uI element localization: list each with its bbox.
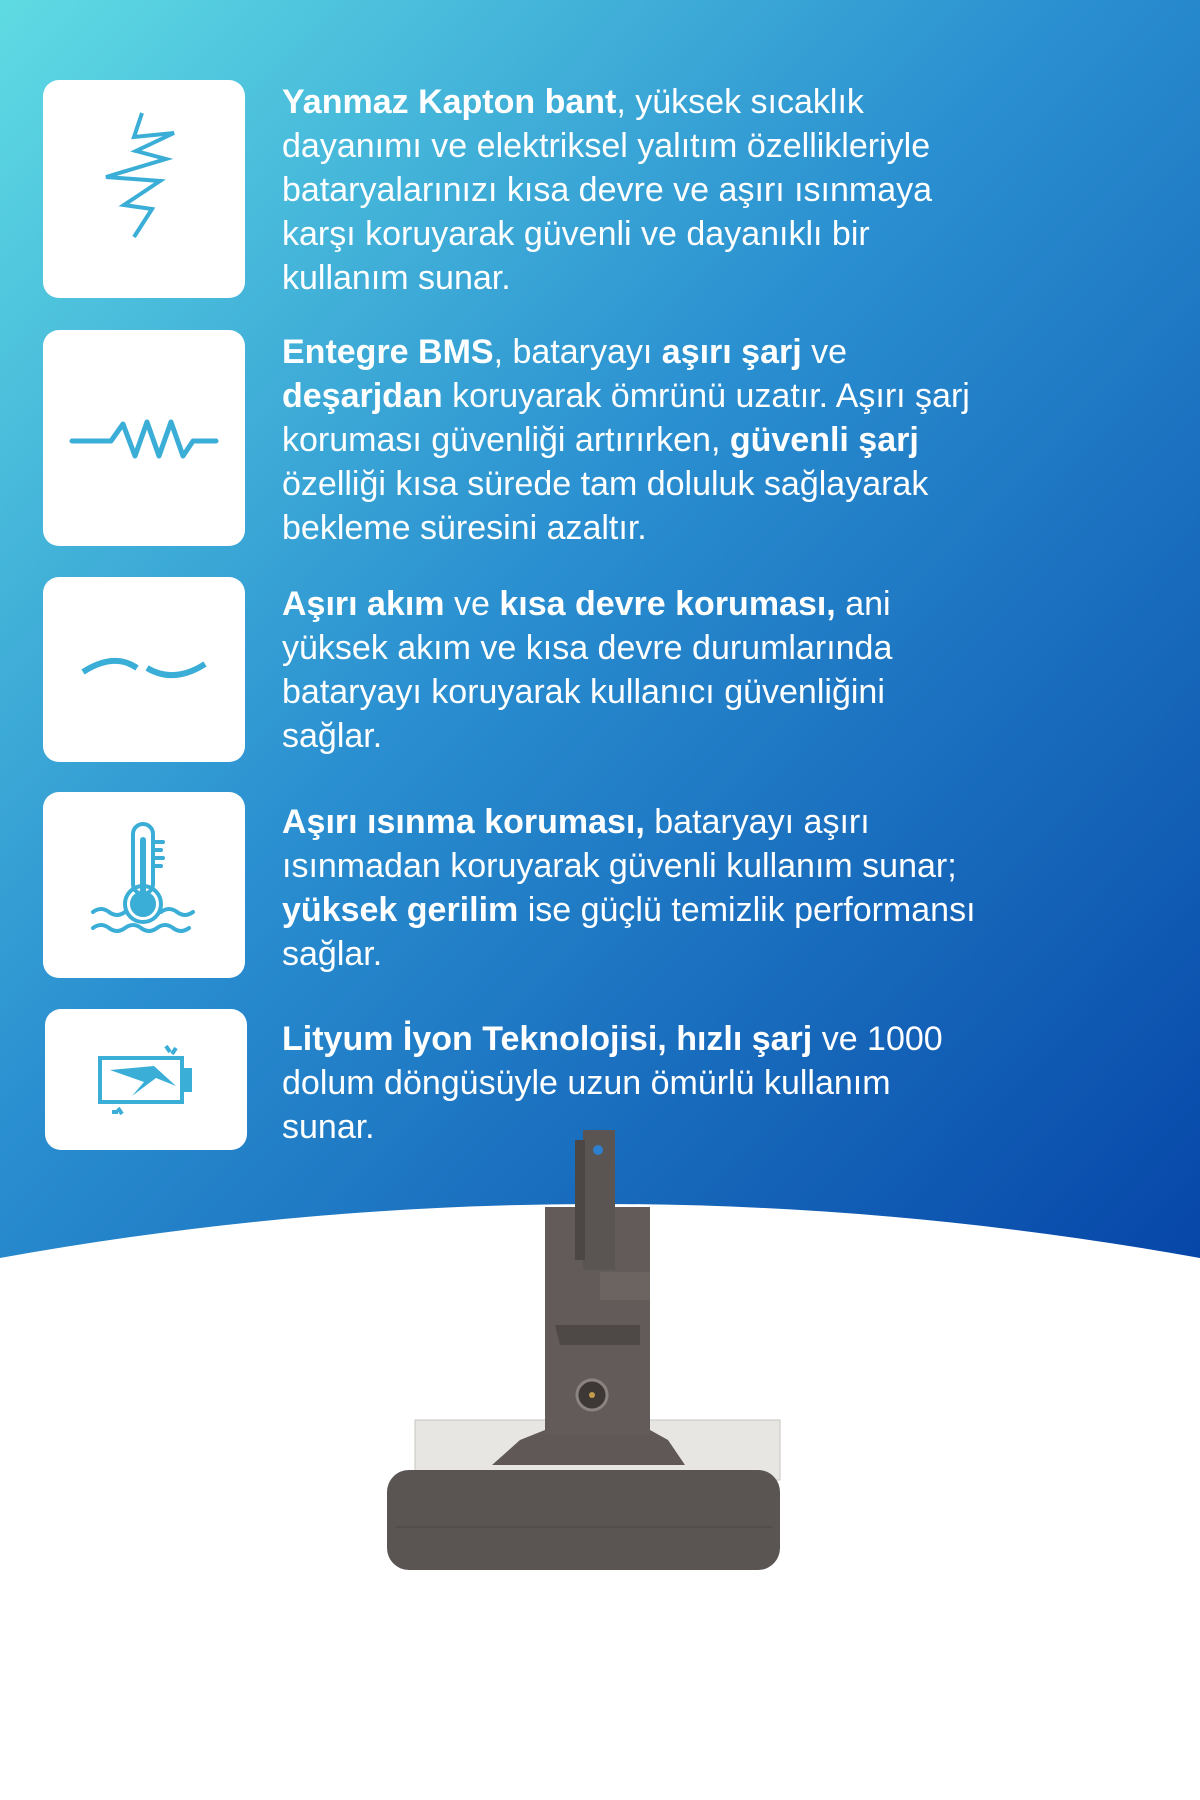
bold-text: Aşırı akım bbox=[282, 585, 445, 623]
bold-text: deşarjdan bbox=[282, 377, 443, 415]
text-segment: dolum döngüsüyle uzun ömürlü kullanım bbox=[282, 1064, 891, 1102]
text-segment: koruması güvenliği artırırken, bbox=[282, 421, 730, 459]
text-segment: ve bbox=[444, 585, 500, 623]
text-segment: ise güçlü temizlik performansı bbox=[518, 891, 976, 929]
text-segment: karşı koruyarak güvenli ve dayanıklı bir bbox=[282, 215, 870, 253]
text-segment: ani bbox=[835, 585, 891, 623]
bold-text: güvenli şarj bbox=[729, 421, 919, 459]
text-segment: koruyarak ömrünü uzatır. Aşırı şarj bbox=[442, 377, 970, 415]
text-segment: sağlar. bbox=[282, 935, 383, 973]
bold-text: Entegre BMS bbox=[282, 333, 494, 371]
text-segment: ve 1000 bbox=[812, 1020, 943, 1058]
bold-text: kısa devre koruması, bbox=[499, 585, 836, 623]
text-segment: , bataryayı bbox=[493, 333, 662, 371]
text-segment: bataryayı aşırı bbox=[644, 803, 870, 841]
text-segment: özelliği kısa sürede tam doluluk sağlayarak bbox=[282, 465, 929, 503]
text-segment: ve bbox=[801, 333, 848, 371]
bold-text: aşırı şarj bbox=[661, 333, 802, 371]
bold-text: yüksek gerilim bbox=[282, 891, 519, 929]
text-segment: yüksek akım ve kısa devre durumlarında bbox=[282, 629, 893, 667]
text-segment: sağlar. bbox=[282, 717, 383, 755]
text-segment: kullanım sunar. bbox=[282, 259, 511, 297]
text-segment: sunar. bbox=[282, 1108, 375, 1146]
bold-text: Lityum İyon Teknolojisi, hızlı şarj bbox=[282, 1020, 813, 1058]
text-segment: ısınmadan koruyarak güvenli kullanım sunar; bbox=[282, 847, 957, 885]
bold-text: Yanmaz Kapton bant bbox=[282, 83, 617, 121]
text-segment: bataryalarınızı kısa devre ve aşırı ısınmaya bbox=[282, 171, 933, 209]
text-segment: dayanımı ve elektriksel yalıtım özellikleriyle bbox=[282, 127, 931, 165]
text-segment: , yüksek sıcaklık bbox=[616, 83, 864, 121]
text-segment: bekleme süresini azaltır. bbox=[282, 509, 647, 547]
text-segment: bataryayı koruyarak kullanıcı güvenliğini bbox=[282, 673, 885, 711]
bold-text: Aşırı ısınma koruması, bbox=[282, 803, 645, 841]
